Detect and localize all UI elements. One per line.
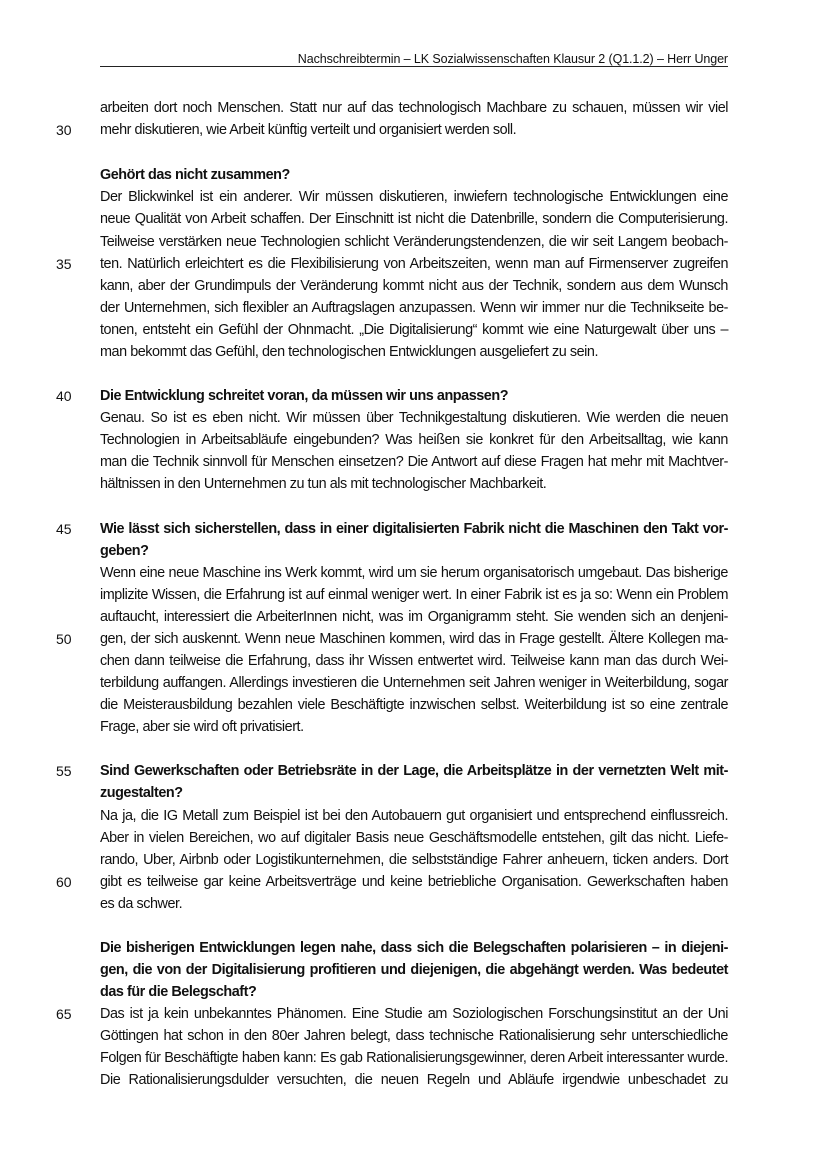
text-line: auftaucht, interessiert die ArbeiterInnen nicht, was im Organigramm steht. Sie wenden sich an denjeni- xyxy=(100,609,728,625)
question-heading: zugestalten? xyxy=(100,785,183,801)
line-number-50: 50 xyxy=(56,631,72,647)
text-line: man die Technik sinnvoll für Menschen einsetzen? Die Antwort auf diese Fragen hat mehr mit Machtver- xyxy=(100,454,728,470)
text-line: rando, Uber, Airbnb oder Logistikunternehmen, die selbstständige Fahrer anheuern, ticken anders. Dort xyxy=(100,852,728,868)
text-line: Technologien in Arbeitsabläufe eingebunden? Was heißen sie konkret für den Arbeitsalltag, wie kann xyxy=(100,432,728,448)
text-line: chen dann teilweise die Erfahrung, dass ihr Wissen entwertet wird. Teilweise kann man das durch Wei- xyxy=(100,653,728,669)
text-line: die Meisterausbildung bezahlen viele Beschäftigte inzwischen selbst. Weiterbildung ist so eine zentrale xyxy=(100,697,728,713)
line-number-60: 60 xyxy=(56,874,72,890)
question-heading: Sind Gewerkschaften oder Betriebsräte in der Lage, die Arbeitsplätze in der vernetzten Welt mit- xyxy=(100,763,728,779)
line-number-65: 65 xyxy=(56,1006,72,1022)
text-line: Das ist ja kein unbekanntes Phänomen. Eine Studie am Soziologischen Forschungsinstitut an der Uni xyxy=(100,1006,728,1022)
question-heading: Wie lässt sich sicherstellen, dass in einer digitalisierten Fabrik nicht die Maschinen den Takt vor- xyxy=(100,521,728,537)
text-line: der Unternehmen, sich flexibler an Auftragslagen anzupassen. Wenn wir immer nur die Technikseite be- xyxy=(100,300,728,316)
line-number-45: 45 xyxy=(56,521,72,537)
question-heading: geben? xyxy=(100,543,149,559)
question-heading: gen, die von der Digitalisierung profitieren und diejenigen, die abgehängt werden. Was bedeutet xyxy=(100,962,728,978)
text-line: man bekommt das Gefühl, den technologischen Entwicklungen ausgeliefert zu sein. xyxy=(100,344,599,360)
text-line: terbildung auffangen. Allerdings investieren die Unternehmen seit Jahren weniger in Weiterbildung, sogar xyxy=(100,675,728,691)
header-rule xyxy=(100,66,728,67)
line-number-55: 55 xyxy=(56,763,72,779)
line-number-35: 35 xyxy=(56,256,72,272)
question-heading: Die Entwicklung schreitet voran, da müssen wir uns anpassen? xyxy=(100,388,509,404)
text-line: es da schwer. xyxy=(100,896,183,912)
text-line: Göttingen hat schon in den 80er Jahren belegt, dass technische Rationalisierung sehr unterschiedliche xyxy=(100,1028,728,1044)
page-header: Nachschreibtermin – LK Sozialwissenschaften Klausur 2 (Q1.1.2) – Herr Unger xyxy=(297,52,728,66)
question-heading: das für die Belegschaft? xyxy=(100,984,257,1000)
text-line: Wenn eine neue Maschine ins Werk kommt, wird um sie herum organisatorisch umgebaut. Das bisherige xyxy=(100,565,728,581)
text-line: gen, der sich auskennt. Wenn neue Maschinen kommen, wird das in Frage gestellt. Ältere Kollegen ma- xyxy=(100,631,728,647)
text-line: Na ja, die IG Metall zum Beispiel ist bei den Autobauern gut organisiert und entsprechend einflussreich. xyxy=(100,808,728,824)
text-line: Aber in vielen Bereichen, wo auf digitaler Basis neue Geschäftsmodelle entstehen, gilt das nicht. Liefe- xyxy=(100,830,728,846)
text-line: ten. Natürlich erleichtert es die Flexibilisierung von Arbeitszeiten, wenn man auf Firmenserver zugreifen xyxy=(100,256,728,272)
line-number-40: 40 xyxy=(56,388,72,404)
question-heading: Die bisherigen Entwicklungen legen nahe, dass sich die Belegschaften polarisieren – in diejeni- xyxy=(100,940,728,956)
text-line: Genau. So ist es eben nicht. Wir müssen über Technikgestaltung diskutieren. Wie werden die neuen xyxy=(100,410,728,426)
text-line: Der Blickwinkel ist ein anderer. Wir müssen diskutieren, inwiefern technologische Entwicklungen eine xyxy=(100,189,728,205)
text-line: gibt es teilweise gar keine Arbeitsverträge und keine betriebliche Organisation. Gewerkschaften haben xyxy=(100,874,728,890)
text-line: mehr diskutieren, wie Arbeit künftig verteilt und organisiert werden soll. xyxy=(100,122,517,138)
text-line: Teilweise verstärken neue Technologien schlicht Veränderungstendenzen, die wir seit Langem beobach- xyxy=(100,234,728,250)
text-line: implizite Wissen, die Erfahrung ist auf einmal weniger wert. In einer Fabrik ist es ja so: Wenn ein Problem xyxy=(100,587,728,603)
text-line: arbeiten dort noch Menschen. Statt nur auf das technologisch Machbare zu schauen, müssen wir viel xyxy=(100,100,728,116)
text-line: hältnissen in den Unternehmen zu tun als mit technologischer Machbarkeit. xyxy=(100,476,547,492)
line-number-30: 30 xyxy=(56,122,72,138)
text-line: neue Qualität von Arbeit schaffen. Der Einschnitt ist nicht die Datenbrille, sondern die Computerisierung. xyxy=(100,211,728,227)
text-line: kann, aber der Grundimpuls der Veränderung kommt nicht aus der Technik, sondern aus dem Wunsch xyxy=(100,278,728,294)
question-heading: Gehört das nicht zusammen? xyxy=(100,167,290,183)
text-line: tonen, entsteht ein Gefühl der Ohnmacht. „Die Digitalisierung“ kommt wie eine Naturgewalt über uns – xyxy=(100,322,728,338)
text-line: Frage, aber sie wird oft privatisiert. xyxy=(100,719,304,735)
text-line: Die Rationalisierungsdulder versuchten, die neuen Regeln und Abläufe irgendwie unbeschadet zu xyxy=(100,1072,728,1088)
text-line: Folgen für Beschäftigte haben kann: Es gab Rationalisierungsgewinner, deren Arbeit interessanter wurde. xyxy=(100,1050,728,1066)
